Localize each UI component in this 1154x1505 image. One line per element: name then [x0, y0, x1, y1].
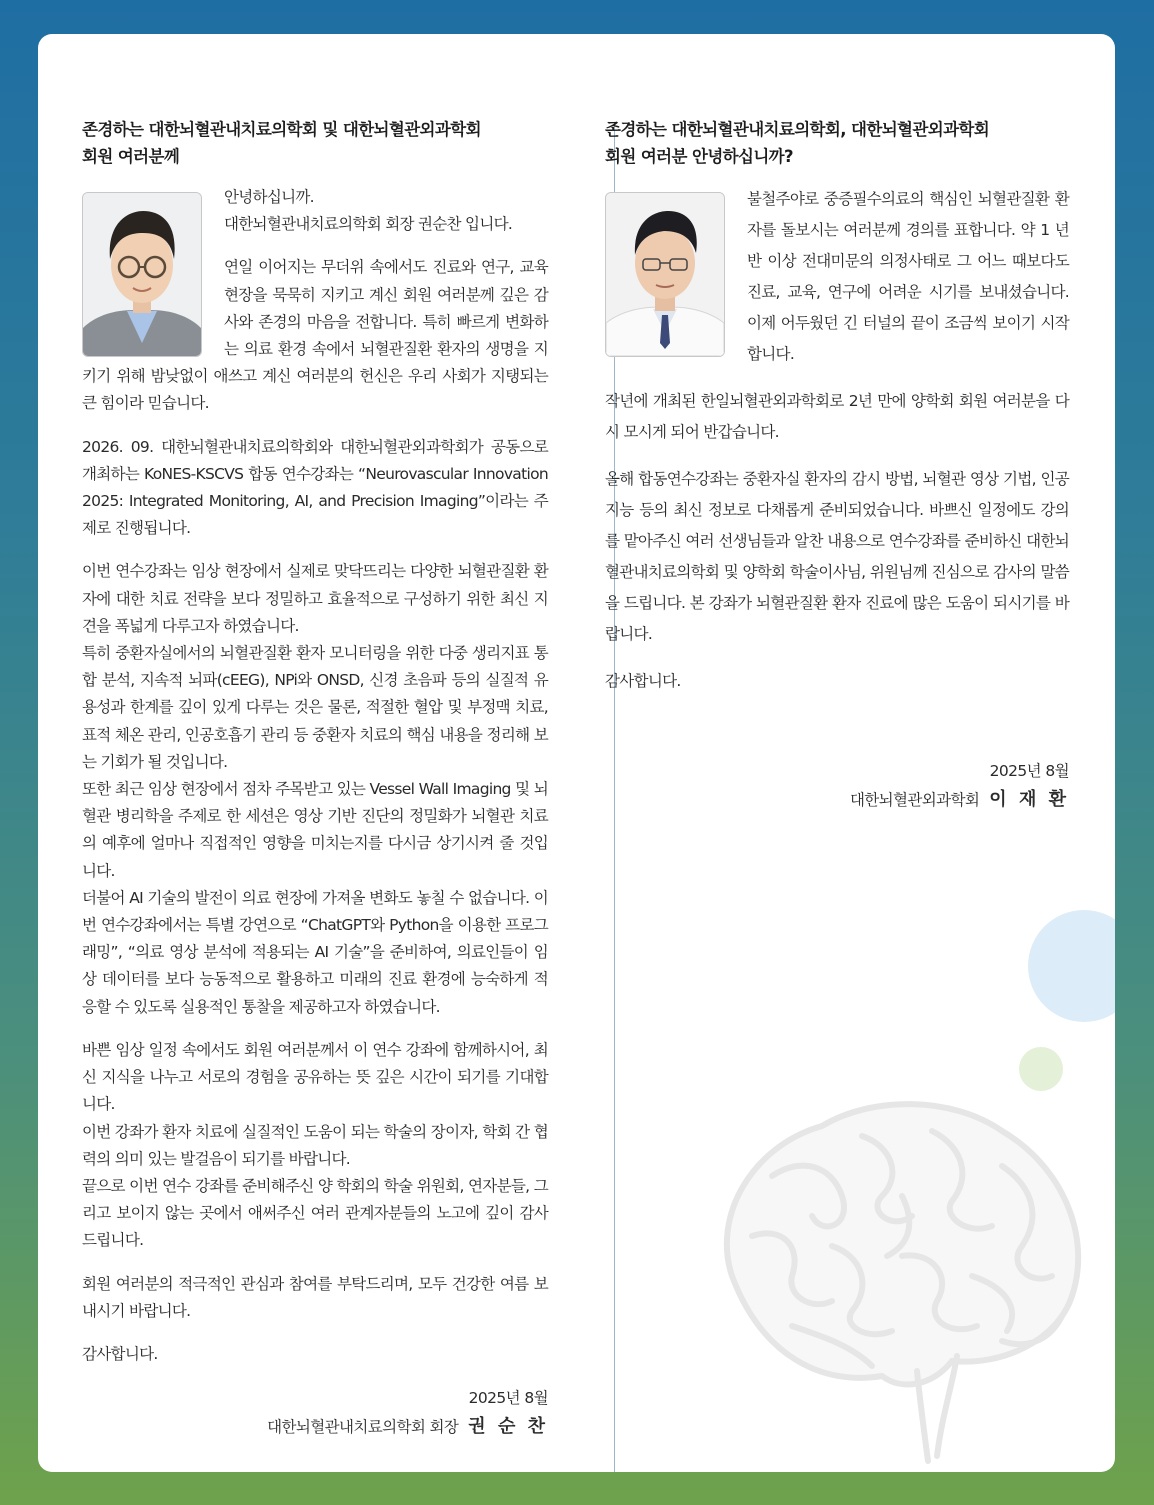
author-photo-right — [605, 192, 725, 357]
right-letter — [605, 116, 1069, 811]
left-signature-org: 대한뇌혈관내치료의학회 회장 — [267, 1418, 459, 1437]
right-signature — [605, 757, 1069, 811]
right-closing: 감사합니다. — [605, 672, 681, 690]
left-paragraph-4b: 이번 강좌가 환자 치료에 실질적인 도움이 되는 학술의 장이자, 학회 간 협력의 의미 있는 발걸음이 되기를 바랍니다. — [82, 1122, 548, 1168]
left-heading-line2: 회원 여러분께 — [82, 147, 180, 166]
right-paragraph-1: 불철주야로 중증필수의료의 핵심인 뇌혈관질환 환자를 돌보시는 여러분께 경의를 표합니다. 약 1 년 반 이상 전대미문의 의정사태로 그 어느 때보다도 진료, 교육, 연구에 어려운 시기를 보내셨습니다. 이제 어두웠던 긴 터널의 끝이 조금씩 보이기 시작합니다. — [747, 190, 1069, 363]
decor-circle-blue — [1026, 910, 1115, 1022]
right-heading-line2: 회원 여러분 안녕하십니까? — [605, 147, 793, 166]
right-signature-org: 대한뇌혈관외과학회 — [849, 791, 980, 809]
right-signature-name: 이 재 환 — [989, 789, 1069, 810]
left-intro: 대한뇌혈관내치료의학회 회장 권순찬 입니다. — [224, 215, 513, 234]
left-signature — [82, 1384, 548, 1438]
left-paragraph-1: 연일 이어지는 무더위 속에서도 진료와 연구, 교육 현장을 묵묵히 지키고 계신 회원 여러분께 깊은 감사와 존경의 마음을 전합니다. 특히 빠르게 변화하는 의료 환경 속에서 뇌혈관질환 환자의 생명을 지키기 위해 밤낮없이 애쓰고 계신 여러분의 헌신은 우리 사회가 지탱되는 큰 힘이라 믿습니다. — [82, 258, 548, 413]
left-paragraph-2: 2026. 09. 대한뇌혈관내치료의학회와 대한뇌혈관외과학회가 공동으로 개최하는 KoNES-KSCVS 합동 연수강좌는 “Neurovascular Innovation 2025: Integrated Monitoring, AI, and Precision Imaging”이라는 주제로 진행됩니다. — [82, 437, 548, 538]
right-paragraph-2: 작년에 개최된 한일뇌혈관외과학회로 2년 만에 양학회 회원 여러분을 다시 모시게 되어 반갑습니다. — [605, 392, 1069, 441]
left-paragraph-3a: 이번 연수강좌는 임상 현장에서 실제로 맞닥뜨리는 다양한 뇌혈관질환 환자에 대한 치료 전략을 보다 정밀하고 효율적으로 구성하기 위한 최신 지견을 폭넓게 다루고자 하였습니다. — [82, 562, 548, 635]
left-closing: 감사합니다. — [82, 1344, 158, 1363]
letter-card — [38, 34, 1115, 1472]
left-paragraph-4c: 끝으로 이번 연수 강좌를 준비해주신 양 학회의 학술 위원회, 연자분들, 그리고 보이지 않는 곳에서 애써주신 여러 관계자분들의 노고에 깊이 감사드립니다. — [82, 1176, 548, 1250]
left-heading-line1: 존경하는 대한뇌혈관내치료의학회 및 대한뇌혈관외과학회 — [82, 120, 481, 139]
left-greeting: 안녕하십니까. — [224, 188, 314, 206]
left-paragraph-3d: 더불어 AI 기술의 발전이 의료 현장에 가져올 변화도 놓칠 수 없습니다. 이번 연수강좌에서는 특별 강연으로 “ChatGPT와 Python을 이용한 프로그래밍”, “의료 영상 분석에 적용되는 AI 기술”을 준비하여, 의료인들이 임상 데이터를 보다 능동적으로 활용하고 미래의 진료 환경에 능숙하게 적응할 수 있도록 실용적인 통찰을 제공하고자 하였습니다. — [82, 888, 548, 1016]
right-heading — [605, 116, 1069, 170]
left-paragraph-3c: 또한 최근 임상 현장에서 점차 주목받고 있는 Vessel Wall Imaging 및 뇌혈관 병리학을 주제로 한 세션은 영상 기반 진단의 정밀화가 뇌혈관 치료의 예후에 얼마나 직접적인 영향을 미치는지를 다시금 상기시켜 줄 것입니다. — [82, 780, 548, 880]
right-paragraph-3: 올해 합동연수강좌는 중환자실 환자의 감시 방법, 뇌혈관 영상 기법, 인공 지능 등의 최신 정보로 다채롭게 준비되었습니다. 바쁘신 일정에도 강의를 맡아주신 여러 선생님들과 알찬 내용으로 연수강좌를 준비하신 대한뇌혈관내치료의학회 및 양학회 학술이사님, 위원님께 진심으로 감사의 말씀을 드립니다. 본 강좌가 뇌혈관질환 환자 진료에 많은 도움이 되시기를 바랍니다. — [605, 470, 1069, 643]
left-paragraph-3b: 특히 중환자실에서의 뇌혈관질환 환자 모니터링을 위한 다중 생리지표 통합 분석, 지속적 뇌파(cEEG), NPi와 ONSD, 신경 초음파 등의 실질적 유용성과 한계를 깊이 있게 다루는 것은 물론, 적절한 혈압 및 부정맥 치료, 표적 체온 관리, 인공호흡기 관리 등 중환자 치료의 핵심 내용을 정리해 보는 기회가 될 것입니다. — [82, 644, 548, 771]
left-letter — [82, 116, 548, 1438]
left-signature-name: 권 순 찬 — [468, 1416, 548, 1438]
left-signature-line — [82, 1412, 548, 1438]
brain-illustration — [702, 1086, 1090, 1472]
left-heading — [82, 116, 548, 170]
left-signature-date: 2025년 8월 — [468, 1389, 548, 1408]
left-paragraph-4a: 바쁜 임상 일정 속에서도 회원 여러분께서 이 연수 강좌에 함께하시어, 최신 지식을 나누고 서로의 경험을 공유하는 뜻 깊은 시간이 되기를 기대합니다. — [82, 1040, 548, 1114]
left-paragraph-5: 회원 여러분의 적극적인 관심과 참여를 부탁드리며, 모두 건강한 여름 보내시기 바랍니다. — [82, 1274, 548, 1320]
author-photo-left — [82, 192, 202, 357]
right-signature-line — [605, 785, 1069, 811]
right-heading-line1: 존경하는 대한뇌혈관내치료의학회, 대한뇌혈관외과학회 — [605, 120, 990, 139]
right-signature-date: 2025년 8월 — [989, 762, 1069, 780]
